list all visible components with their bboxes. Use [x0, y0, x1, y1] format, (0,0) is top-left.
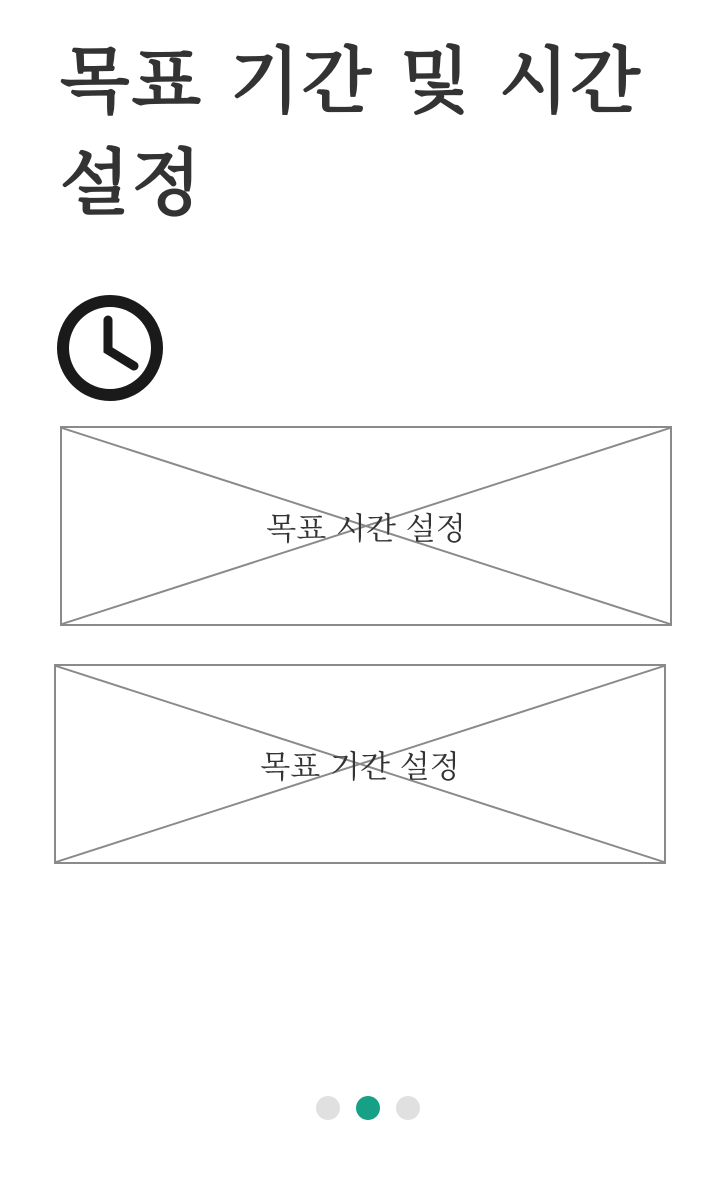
target-time-setting-button[interactable] [60, 426, 672, 626]
page-dot-3[interactable] [396, 1096, 420, 1120]
page-dot-1[interactable] [316, 1096, 340, 1120]
target-period-setting-button[interactable] [54, 664, 666, 864]
page-title: 목표 기간 및 시간 설정 [60, 39, 643, 225]
clock-icon [56, 294, 164, 402]
target-time-setting-label: 목표 시간 설정 [266, 511, 466, 548]
target-period-setting-label: 목표 기간 설정 [260, 749, 460, 786]
page-dot-2[interactable] [356, 1096, 380, 1120]
page-indicator [316, 1096, 420, 1120]
